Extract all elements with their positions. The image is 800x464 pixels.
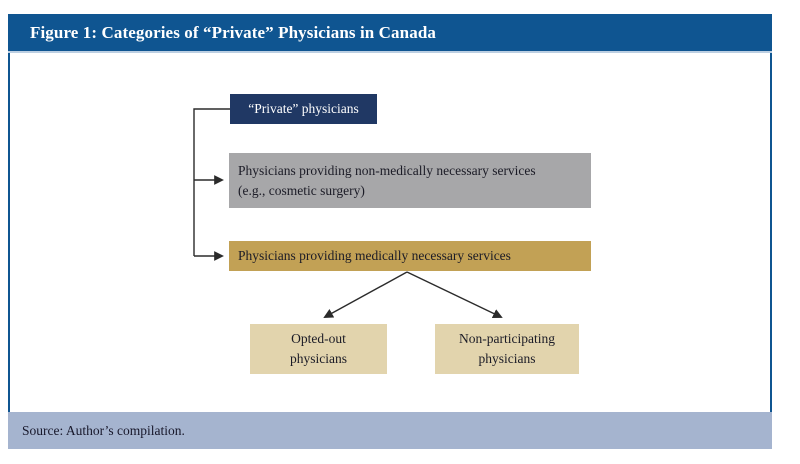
source-note: Source: Author’s compilation.	[22, 422, 185, 438]
figure-container	[8, 14, 772, 451]
arrow-to-opted-out	[325, 272, 407, 317]
figure-title: Figure 1: Categories of “Private” Physicians in Canada	[30, 22, 436, 42]
connector-arrows	[10, 53, 774, 412]
node-private-physicians-label: “Private” physicians	[248, 101, 359, 116]
figure-header-bar	[8, 14, 772, 53]
node-opted-out-line1: Opted-out	[291, 331, 346, 346]
arrow-to-non-participating	[407, 272, 501, 317]
node-non-participating-line2: physicians	[478, 351, 536, 366]
node-non-medically-necessary-line2: (e.g., cosmetic surgery)	[238, 182, 365, 198]
node-non-medically-necessary	[229, 153, 591, 208]
node-medically-necessary-label: Physicians providing medically necessary services	[238, 248, 511, 263]
node-private-physicians	[230, 94, 377, 124]
node-opted-out	[250, 324, 387, 374]
node-medically-necessary	[229, 241, 591, 271]
diagram-canvas	[8, 53, 772, 412]
node-non-medically-necessary-line1: Physicians providing non-medically necessary services	[238, 162, 536, 178]
node-non-participating-line1: Non-participating	[459, 331, 555, 346]
connector-trunk	[194, 109, 230, 256]
node-non-participating	[435, 324, 579, 374]
figure-footer-bar	[8, 412, 772, 449]
node-opted-out-line2: physicians	[290, 351, 347, 366]
